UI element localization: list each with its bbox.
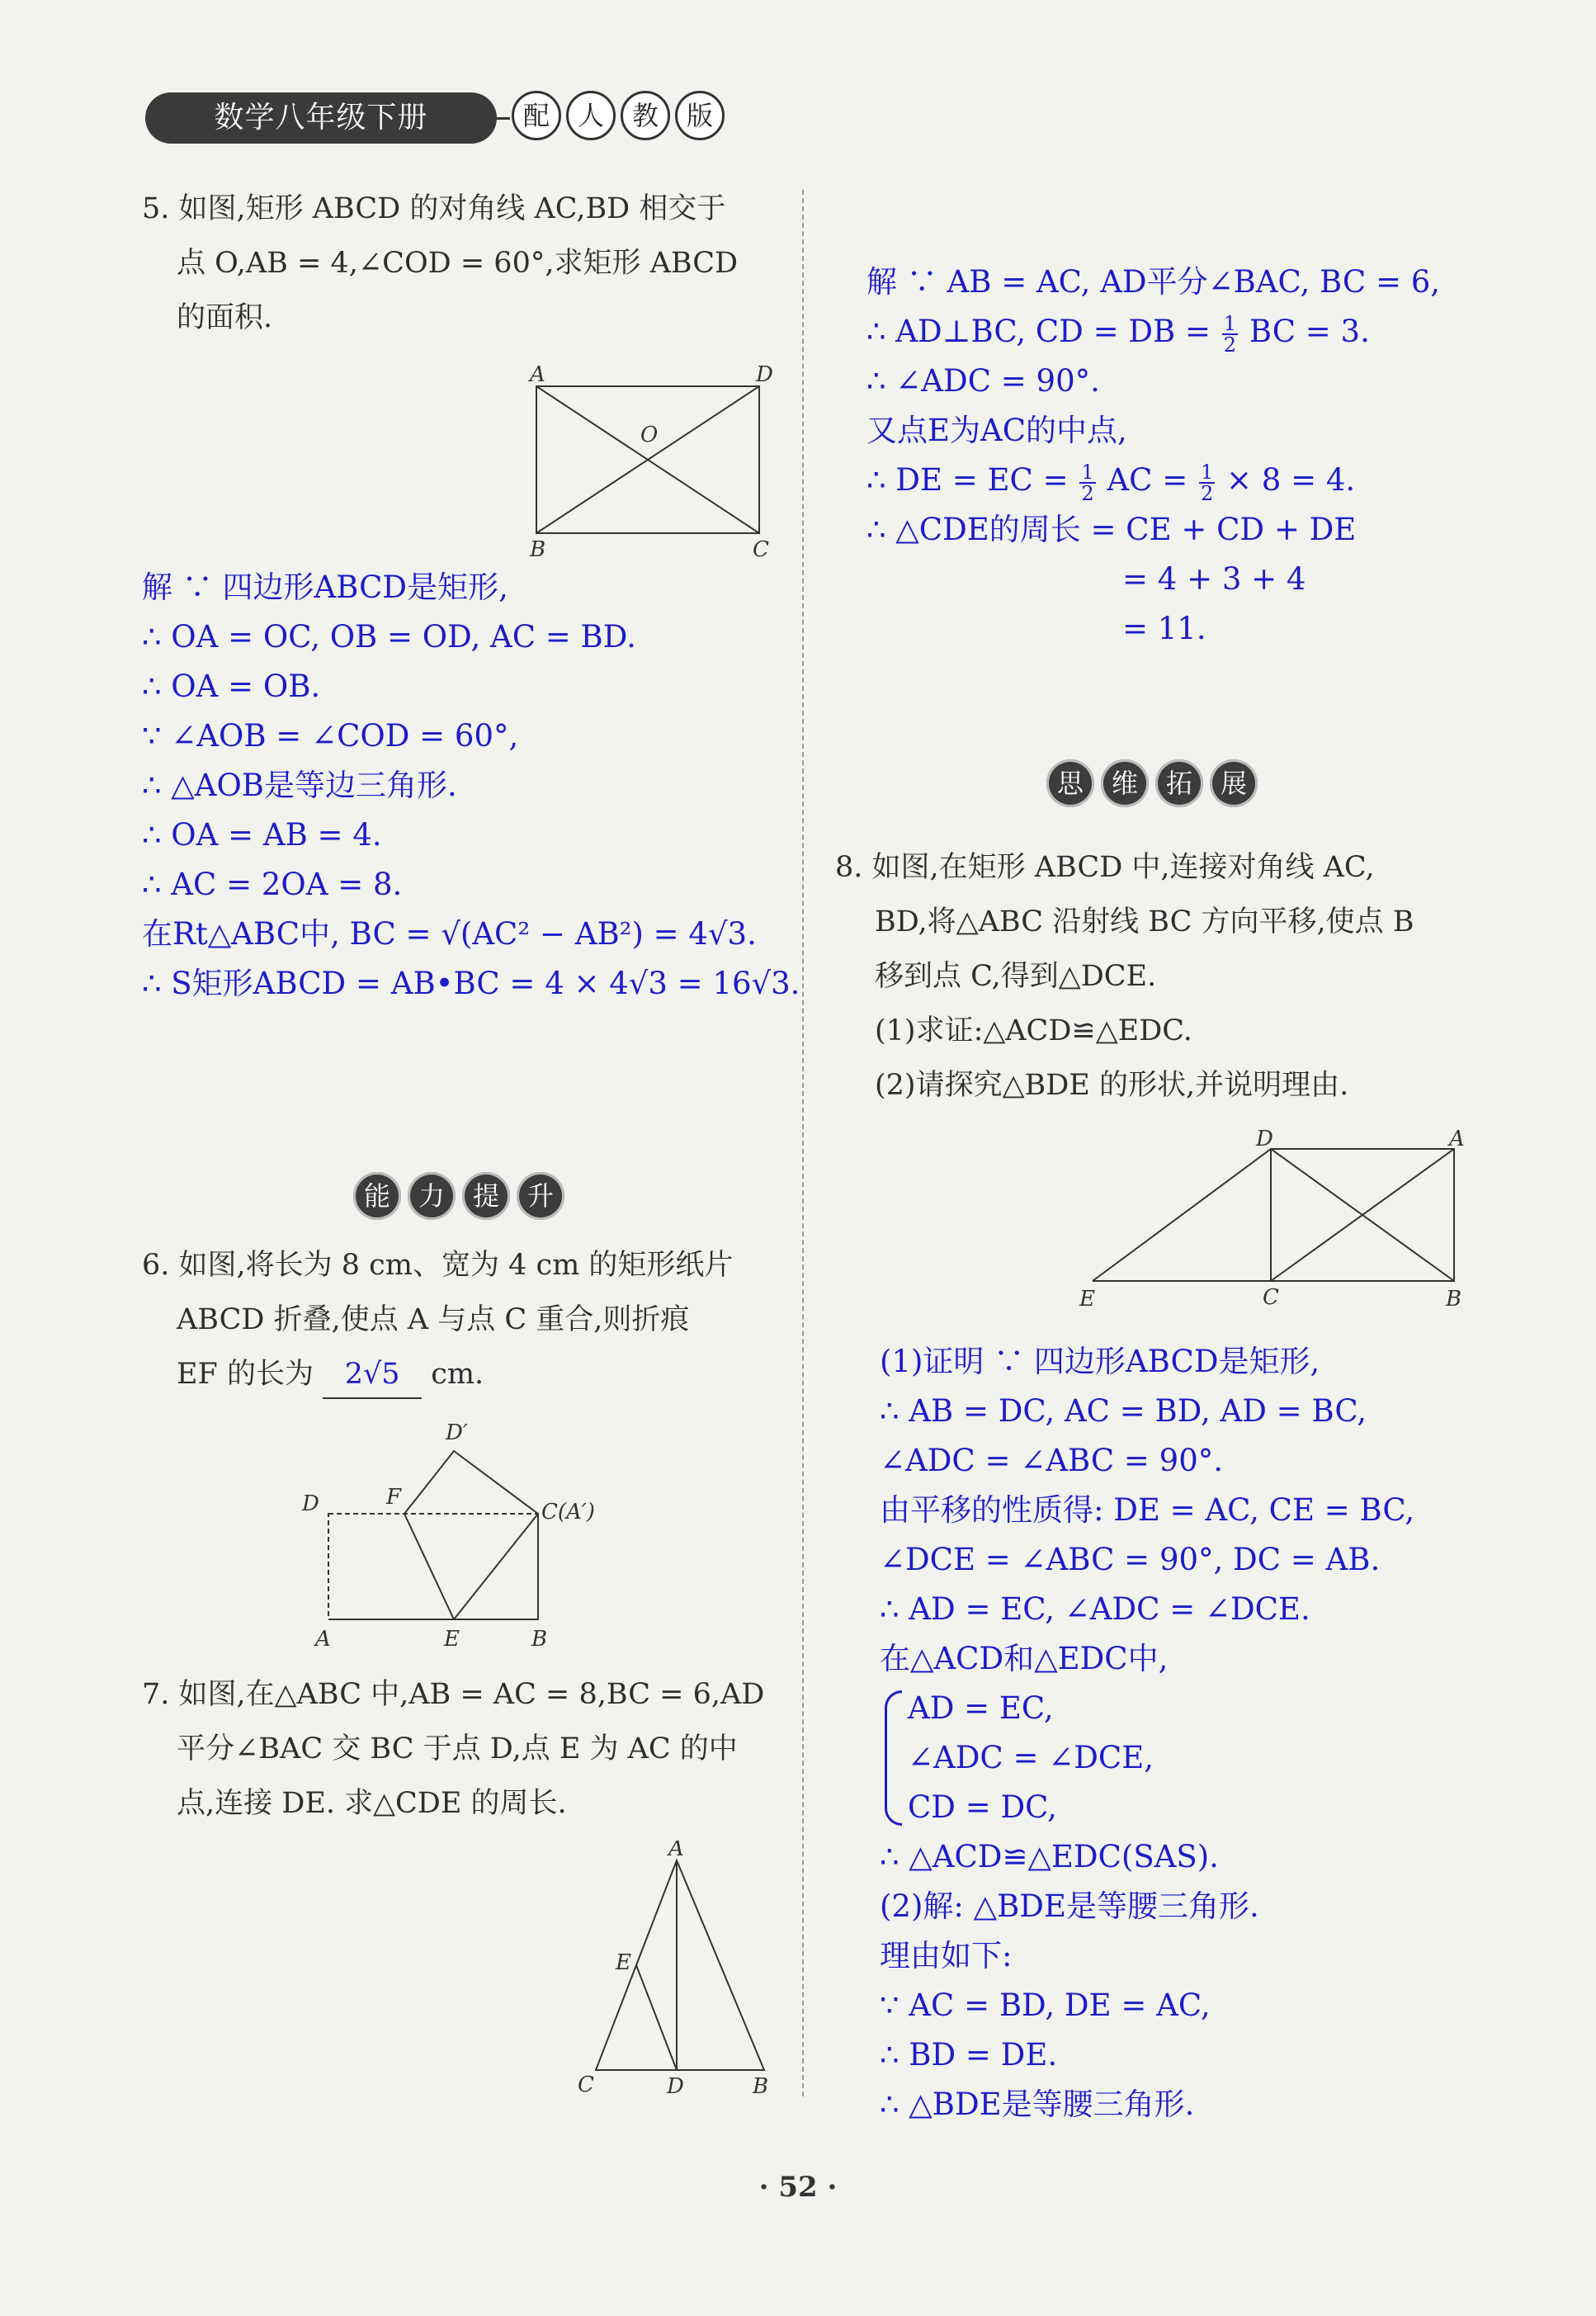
section-tag: 拓: [1155, 759, 1203, 807]
point-label: O: [640, 423, 659, 447]
solution-line: [866, 307, 1440, 357]
point-label: A: [1449, 1129, 1465, 1151]
question-line: 平分∠BAC 交 BC 于点 D,点 E 为 AC 的中: [177, 1732, 738, 1765]
point-label: C: [753, 537, 769, 561]
solution-line: 在△ACD和△EDC中,: [880, 1641, 1169, 1676]
section-tag: 展: [1210, 759, 1258, 807]
q8-translation-diagram: [1073, 1129, 1485, 1321]
solution-line: ∴ △AOB是等边三角形.: [142, 768, 457, 803]
solution-line: [866, 456, 1440, 505]
solution-line: 又点E为AC的中点,: [866, 413, 1127, 448]
solution-line: ∴ AD = EC, ∠ADC = ∠DCE.: [880, 1591, 1310, 1627]
question-line: 5. 如图,矩形 ABCD 的对角线 AC,BD 相交于: [142, 192, 726, 225]
section-tag: 升: [517, 1172, 564, 1220]
point-label: E: [444, 1627, 460, 1652]
question-line: 移到点 C,得到△DCE.: [875, 960, 1157, 993]
solution-line: ∴ BD = DE.: [880, 2037, 1058, 2073]
point-label: D: [302, 1491, 319, 1516]
solution-line: 理由如下:: [880, 1938, 1013, 1973]
question-line: 的面积.: [177, 301, 273, 334]
question-8: [835, 840, 1414, 1113]
fraction-half: [1222, 311, 1238, 357]
solution-text: ∴ AD⊥BC, CD = DB =: [866, 314, 1211, 349]
solution-line: 解 ∵ 四边形ABCD是矩形,: [142, 570, 508, 605]
question-line: 8. 如图,在矩形 ABCD 中,连接对角线 AC,: [835, 851, 1375, 884]
solution-line: ∴ AB = DC, AC = BD, AD = BC,: [880, 1393, 1367, 1429]
column-divider: [802, 190, 804, 2096]
book-title: 数学八年级下册: [145, 92, 497, 144]
solution-line: = 11.: [1122, 611, 1206, 646]
fraction-half: [1199, 462, 1215, 503]
point-label: B: [530, 537, 546, 561]
section-tag: 能: [353, 1172, 401, 1220]
fraction-denominator: 2: [1081, 481, 1094, 505]
solution-text: × 8 = 4.: [1226, 462, 1356, 498]
q7-triangle-diagram: [569, 1841, 784, 2105]
solution-line: 在Rt△ABC中, BC = √(AC² − AB²) = 4√3.: [142, 916, 757, 952]
question-text: EF 的长为: [177, 1358, 314, 1391]
condition-line: AD = EC,: [908, 1690, 1054, 1726]
solution-line: ∴ △BDE是等腰三角形.: [880, 2087, 1195, 2122]
fraction-numerator: 1: [1223, 311, 1237, 335]
header-connector: [495, 117, 510, 120]
section-tag: 维: [1101, 759, 1149, 807]
edition-badge: 人: [566, 91, 616, 140]
edition-badge: 版: [675, 91, 725, 140]
point-label: D: [756, 362, 773, 387]
solution-line: 由平移的性质得: DE = AC, CE = BC,: [880, 1492, 1415, 1528]
question-line: 点,连接 DE. 求△CDE 的周长.: [177, 1787, 567, 1820]
solution-line: ∴ OA = OC, OB = OD, AC = BD.: [142, 619, 636, 655]
unit-text: cm.: [431, 1358, 484, 1391]
q6-folding-diagram: [289, 1411, 602, 1659]
point-label: A: [315, 1627, 331, 1652]
point-label: F: [386, 1485, 402, 1510]
page-number: · 52 ·: [758, 2171, 838, 2204]
q5-solution: [142, 563, 800, 1009]
point-label: E: [616, 1950, 631, 1975]
fraction-numerator: 1: [1200, 460, 1214, 484]
question-line: ABCD 折叠,使点 A 与点 C 重合,则折痕: [177, 1303, 690, 1336]
question-line: 7. 如图,在△ABC 中,AB = AC = 8,BC = 6,AD: [142, 1678, 765, 1711]
solution-text: AC =: [1107, 462, 1188, 498]
question-6: [142, 1238, 733, 1401]
q8-solution: [880, 1337, 1414, 2129]
question-5: [142, 182, 738, 345]
point-label: E: [1079, 1287, 1095, 1312]
fraction-half: [1079, 462, 1095, 503]
question-7: [142, 1667, 764, 1831]
section-tag: 思: [1046, 759, 1094, 807]
solution-line: ∴ △CDE的周长 = CE + CD + DE: [866, 512, 1357, 547]
point-label: B: [531, 1627, 548, 1652]
section-tag: 力: [408, 1172, 456, 1220]
point-label: D′: [446, 1420, 468, 1445]
solution-line: = 4 + 3 + 4: [1122, 561, 1306, 597]
edition-badge: 配: [512, 91, 561, 140]
question-line: 点 O,AB = 4,∠COD = 60°,求矩形 ABCD: [177, 247, 739, 280]
point-label: C(A′): [541, 1500, 595, 1524]
condition-line: CD = DC,: [908, 1789, 1057, 1825]
solution-line: ∠ADC = ∠ABC = 90°.: [880, 1443, 1223, 1478]
section-thinking: [1046, 759, 1258, 807]
solution-text: BC = 3.: [1249, 314, 1370, 349]
solution-line: ∵ AC = BD, DE = AC,: [880, 1988, 1211, 2023]
solution-line: 解 ∵ AB = AC, AD平分∠BAC, BC = 6,: [866, 264, 1441, 300]
solution-text: ∴ DE = EC =: [866, 462, 1069, 498]
fraction-denominator: 2: [1223, 333, 1237, 357]
question-line: [142, 1347, 733, 1401]
question-line: (1)求证:△ACD≌△EDC.: [875, 1014, 1192, 1047]
answer-value: 2√5: [344, 1358, 400, 1391]
solution-line: ∴ AC = 2OA = 8.: [142, 867, 403, 902]
solution-line: ∵ ∠AOB = ∠COD = 60°,: [142, 718, 519, 754]
solution-line: ∴ OA = OB.: [142, 669, 321, 704]
edition-badge: 教: [621, 91, 670, 140]
solution-line: ∴ S矩形ABCD = AB•BC = 4 × 4√3 = 16√3.: [142, 966, 800, 1001]
point-label: A: [530, 362, 545, 387]
solution-line: (1)证明 ∵ 四边形ABCD是矩形,: [880, 1344, 1320, 1379]
point-label: B: [753, 2074, 769, 2099]
solution-line: ∠DCE = ∠ABC = 90°, DC = AB.: [880, 1542, 1381, 1577]
fraction-denominator: 2: [1200, 481, 1214, 505]
solution-line: ∴ ∠ADC = 90°.: [866, 363, 1100, 399]
solution-line: ∴ △ACD≌△EDC(SAS).: [880, 1839, 1219, 1874]
condition-brace: [880, 1684, 1414, 1832]
point-label: A: [668, 1841, 684, 1861]
section-ability: [353, 1172, 564, 1220]
point-label: C: [578, 2073, 594, 2097]
point-label: C: [1263, 1285, 1279, 1310]
point-label: D: [1256, 1129, 1273, 1151]
solution-line: ∴ OA = AB = 4.: [142, 817, 382, 853]
section-tag: 提: [462, 1172, 510, 1220]
question-line: BD,将△ABC 沿射线 BC 方向平移,使点 B: [875, 905, 1414, 938]
q5-rectangle-diagram: [520, 355, 784, 561]
q7-solution: [866, 258, 1440, 654]
question-line: 6. 如图,将长为 8 cm、宽为 4 cm 的矩形纸片: [142, 1249, 734, 1282]
point-label: B: [1446, 1287, 1462, 1312]
question-line: (2)请探究△BDE 的形状,并说明理由.: [875, 1069, 1349, 1102]
answer-blank: [323, 1351, 422, 1399]
point-label: D: [667, 2074, 684, 2099]
fraction-numerator: 1: [1081, 460, 1094, 484]
solution-line: (2)解: △BDE是等腰三角形.: [880, 1888, 1259, 1924]
condition-line: ∠ADC = ∠DCE,: [908, 1740, 1154, 1775]
edition-badges: [512, 91, 725, 140]
